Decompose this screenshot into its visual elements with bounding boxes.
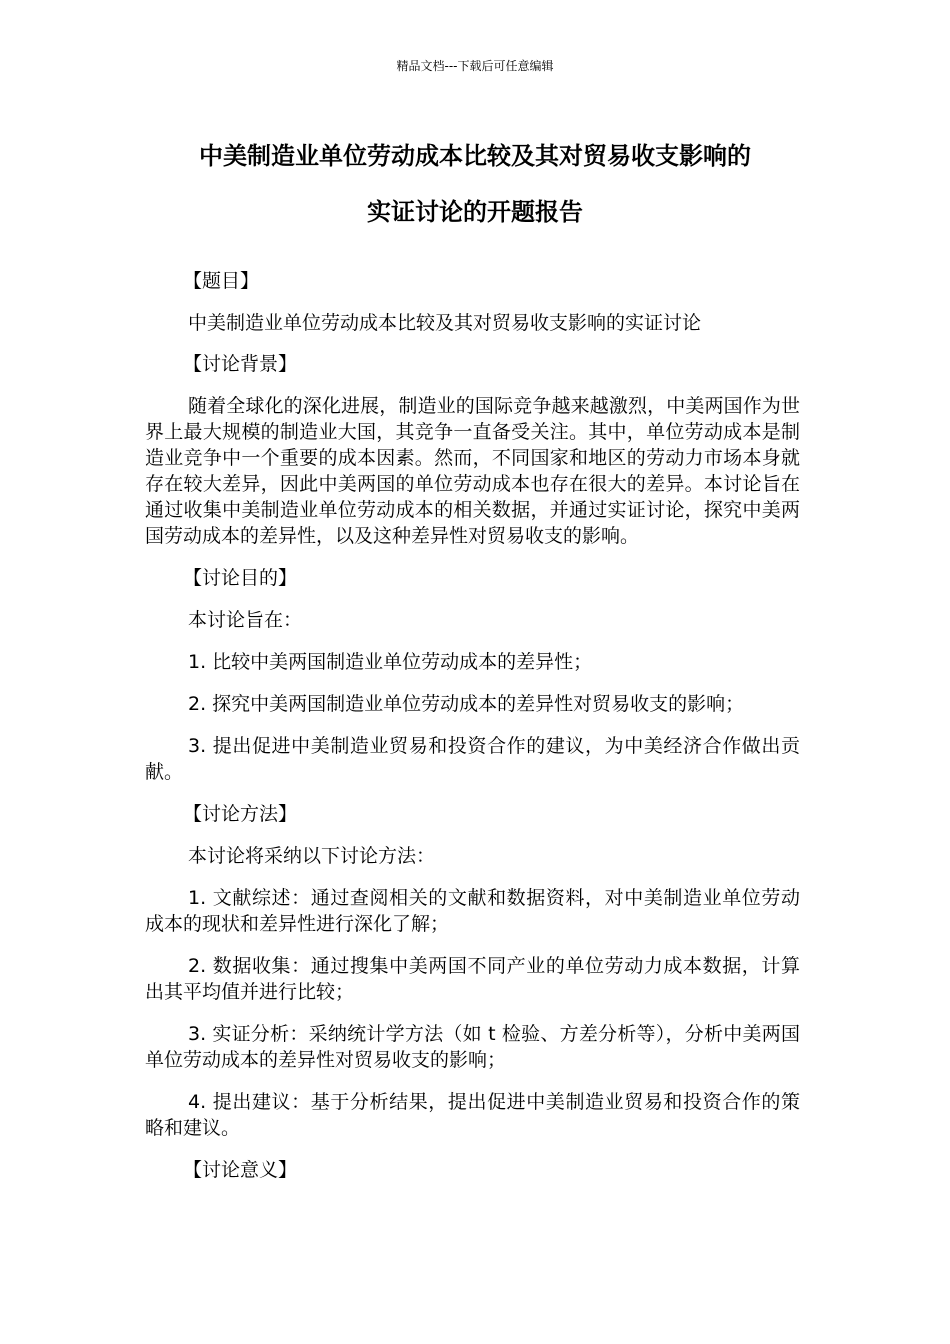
section-heading-topic: 【题目】 xyxy=(183,270,260,292)
section-heading-purpose: 【讨论目的】 xyxy=(183,567,298,589)
background-paragraph: 随着全球化的深化进展，制造业的国际竞争越来越激烈，中美两国作为世界上最大规模的制造业大国，其竞争一直备受关注。其中，单位劳动成本是制造业竞争中一个重要的成本因素。然而，不同国家和地区的劳动力市场本身就存在较大差异，因此中美两国的单位劳动成本也存在很大的差异。本讨论旨在通过收集中美制造业单位劳动成本的相关数据，并通过实证讨论，探究中美两国劳动成本的差异性，以及这种差异性对贸易收支的影响。 xyxy=(145,395,800,547)
section-heading-method: 【讨论方法】 xyxy=(183,803,298,825)
document-body xyxy=(145,268,800,1199)
document-title-line-1: 中美制造业单位劳动成本比较及其对贸易收支影响的 xyxy=(199,142,751,170)
section-heading-significance: 【讨论意义】 xyxy=(183,1159,298,1181)
purpose-item-3: 3. 提出促进中美制造业贸易和投资合作的建议，为中美经济合作做出贡献。 xyxy=(145,735,800,783)
method-item-1: 1. 文献综述：通过查阅相关的文献和数据资料，对中美制造业单位劳动成本的现状和差异性进行深化了解； xyxy=(145,887,800,935)
section-heading-background: 【讨论背景】 xyxy=(183,353,298,375)
document-title-line-2: 实证讨论的开题报告 xyxy=(367,198,583,226)
purpose-item-1: 1. 比较中美两国制造业单位劳动成本的差异性； xyxy=(188,651,593,673)
purpose-intro: 本讨论旨在： xyxy=(188,609,303,631)
method-intro: 本讨论将采纳以下讨论方法： xyxy=(188,845,436,867)
header-note: 精品文档---下载后可任意编辑 xyxy=(396,59,554,73)
topic-text: 中美制造业单位劳动成本比较及其对贸易收支影响的实证讨论 xyxy=(188,312,702,334)
method-item-2: 2. 数据收集：通过搜集中美两国不同产业的单位劳动力成本数据，计算出其平均值并进行比较； xyxy=(145,955,800,1003)
method-item-3: 3. 实证分析：采纳统计学方法（如 t 检验、方差分析等），分析中美两国单位劳动成本的差异性对贸易收支的影响； xyxy=(145,1023,800,1071)
method-item-4: 4. 提出建议：基于分析结果，提出促进中美制造业贸易和投资合作的策略和建议。 xyxy=(145,1091,800,1139)
purpose-item-2: 2. 探究中美两国制造业单位劳动成本的差异性对贸易收支的影响； xyxy=(188,693,745,715)
